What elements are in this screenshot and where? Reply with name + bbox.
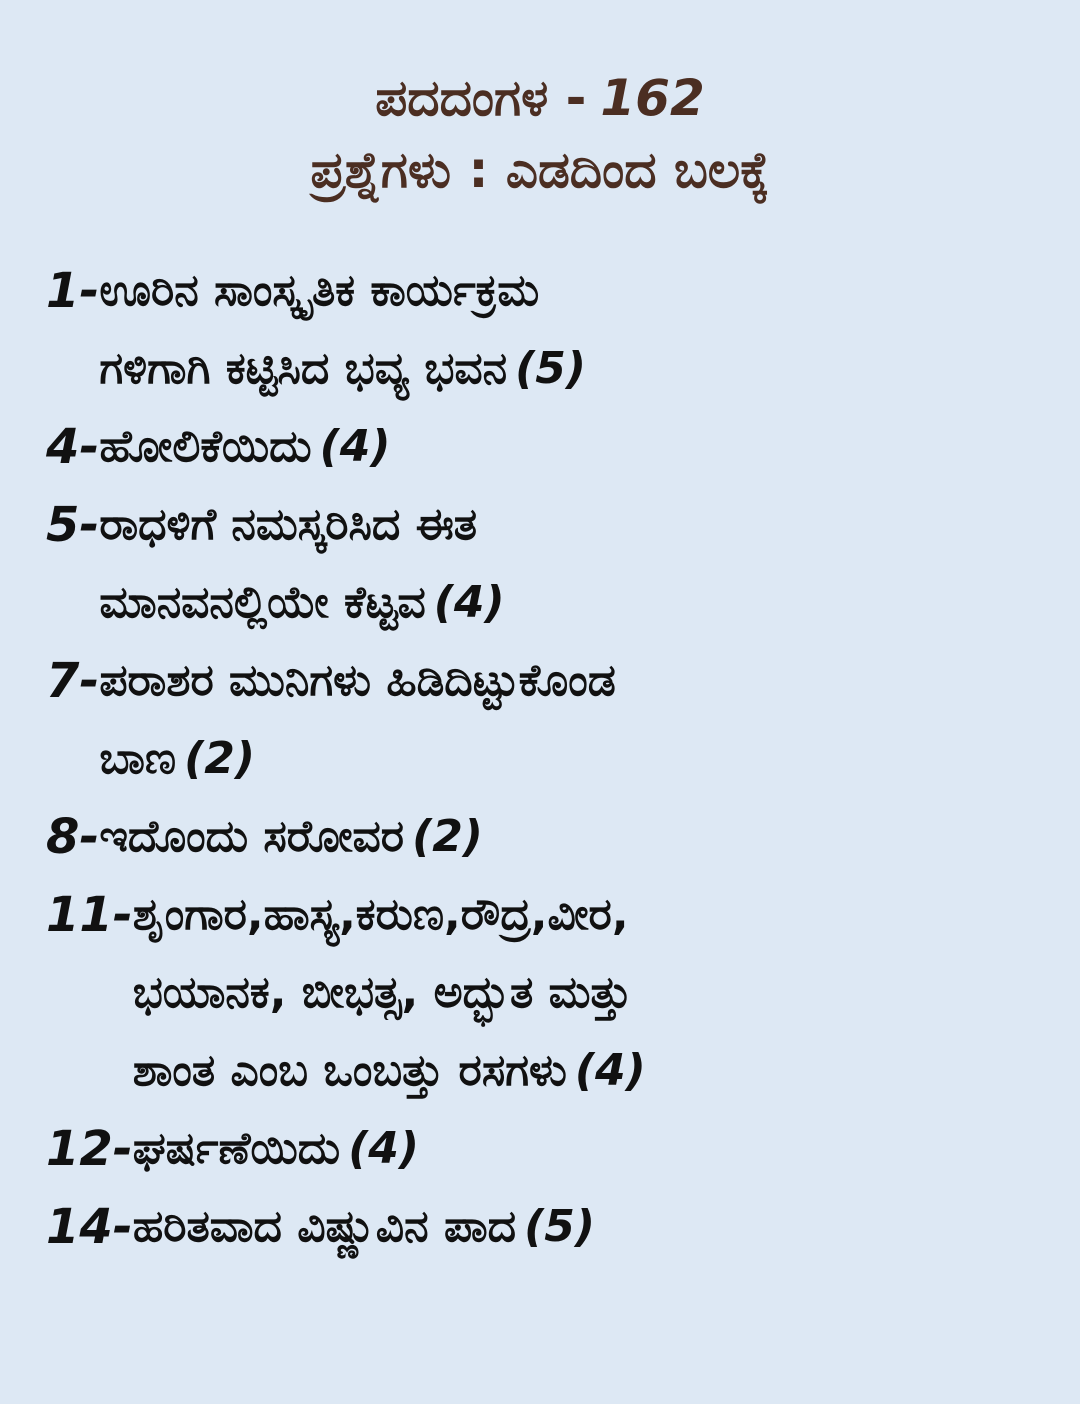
clue-1 bbox=[46, 252, 1066, 408]
clue-text: ಇದೊಂದು ಸರೋವರ bbox=[99, 811, 405, 862]
answer-length: (2) bbox=[184, 733, 255, 784]
clue-number: 1- bbox=[46, 263, 100, 319]
page-subtitle: ಪ್ರಶ್ನೆಗಳು : ಎಡದಿಂದ ಬಲಕ್ಕೆ bbox=[310, 141, 770, 199]
clue-4 bbox=[46, 408, 1066, 486]
title-text: ಪದದಂಗಳ - bbox=[375, 69, 587, 127]
clue-12 bbox=[46, 1110, 1066, 1188]
clue-text: ಭಯಾನಕ, ಬೀಭತ್ಸ, ಅದ್ಭುತ ಮತ್ತು bbox=[132, 967, 632, 1018]
clue-7 bbox=[46, 642, 1066, 798]
clue-14 bbox=[46, 1188, 1066, 1266]
clue-text: ಪರಾಶರ ಮುನಿಗಳು ಹಿಡಿದಿಟ್ಟುಕೊಂಡ bbox=[99, 655, 616, 706]
clue-number: 5- bbox=[46, 497, 100, 553]
clue-text: ರಾಧಳಿಗೆ ನಮಸ್ಕರಿಸಿದ ಈತ bbox=[99, 499, 478, 550]
clue-text: ಹೋಲಿಕೆಯಿದು bbox=[99, 421, 312, 472]
clue-text: ಶಾಂತ ಎಂಬ ಒಂಬತ್ತು ರಸಗಳು bbox=[132, 1045, 567, 1096]
clue-text: ಘರ್ಷಣೆಯಿದು bbox=[132, 1123, 341, 1174]
clue-number: 7- bbox=[46, 653, 100, 709]
clue-text: ಹರಿತವಾದ ವಿಷ್ಣುವಿನ ಪಾದ bbox=[132, 1201, 517, 1252]
clue-number: 8- bbox=[46, 809, 100, 865]
clue-text: ಮಾನವನಲ್ಲಿಯೇ ಕೆಟ್ಟವ bbox=[99, 577, 426, 628]
page-title bbox=[0, 62, 1080, 134]
clue-11 bbox=[46, 876, 1066, 1110]
answer-length: (4) bbox=[319, 421, 391, 472]
answer-length: (5) bbox=[515, 343, 586, 394]
answer-length: (4) bbox=[433, 577, 505, 628]
clue-8 bbox=[46, 798, 1066, 876]
clue-text: ಶೃಂಗಾರ,ಹಾಸ್ಯ,ಕರುಣ,ರೌದ್ರ,ವೀರ, bbox=[132, 889, 629, 940]
puzzle-number: 162 bbox=[600, 69, 705, 127]
clue-text: ಬಾಣ bbox=[99, 733, 177, 784]
answer-length: (5) bbox=[524, 1201, 595, 1252]
answer-length: (4) bbox=[348, 1123, 420, 1174]
clue-number: 11- bbox=[46, 887, 133, 943]
clue-text: ಊರಿನ ಸಾಂಸ್ಕೃತಿಕ ಕಾರ್ಯಕ್ರಮ bbox=[99, 265, 540, 316]
answer-length: (4) bbox=[574, 1045, 646, 1096]
puzzle-header bbox=[0, 62, 1080, 206]
clue-5 bbox=[46, 486, 1066, 642]
clue-number: 12- bbox=[46, 1121, 133, 1177]
clue-text: ಗಳಿಗಾಗಿ ಕಟ್ಟಿಸಿದ ಭವ್ಯ ಭವನ bbox=[99, 343, 508, 394]
clue-list bbox=[46, 252, 1066, 1266]
clue-number: 14- bbox=[46, 1199, 133, 1255]
clue-number: 4- bbox=[46, 419, 100, 475]
answer-length: (2) bbox=[412, 811, 483, 862]
